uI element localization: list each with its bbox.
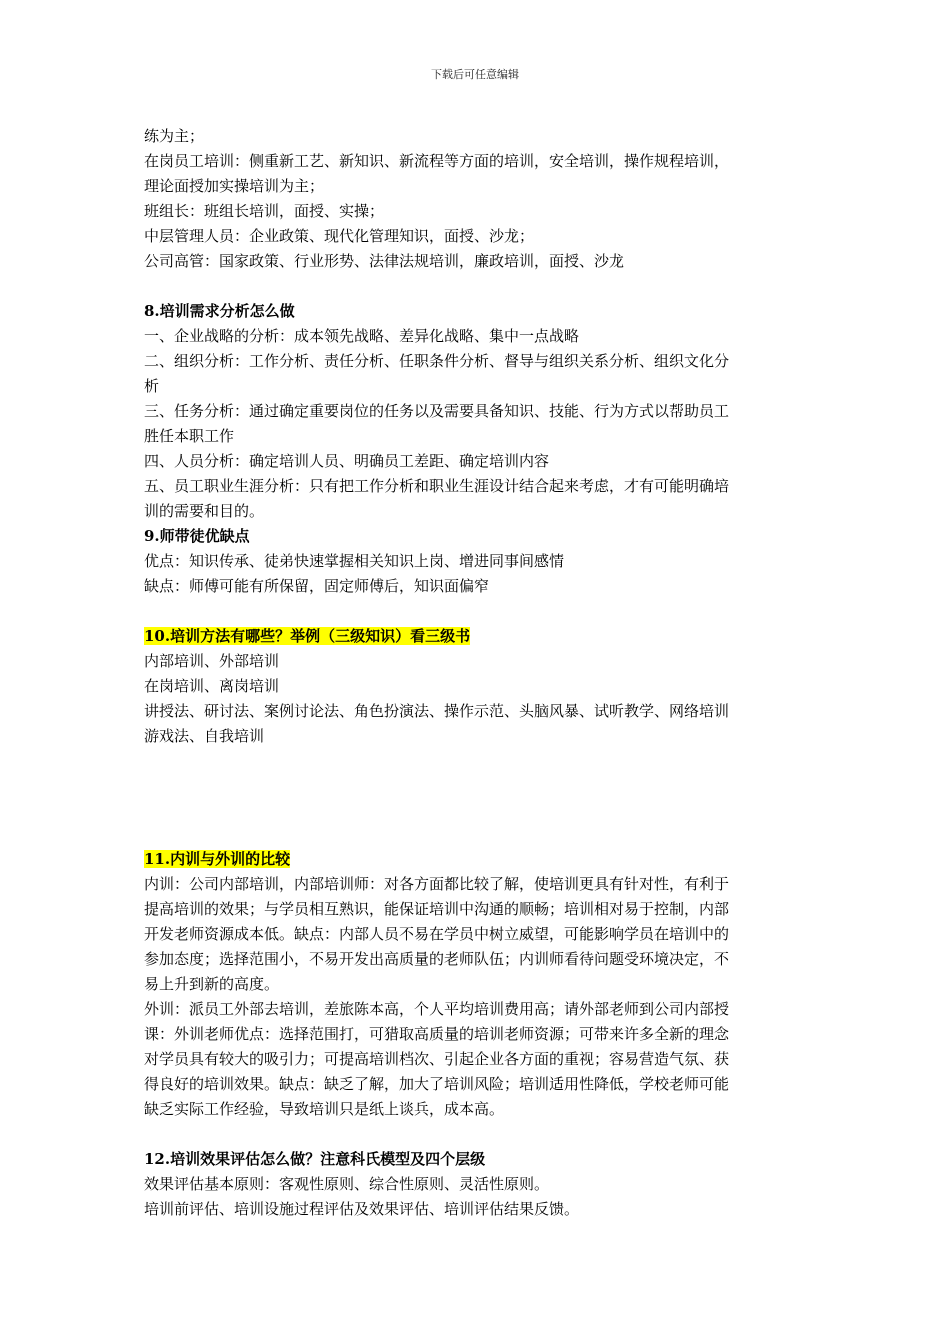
- highlighted-heading: 11.内训与外训的比较: [144, 850, 291, 868]
- document-body: [144, 124, 806, 1222]
- text-line: 讲授法、研讨法、案例讨论法、角色扮演法、操作示范、头脑风暴、试听教学、网络培训: [144, 702, 730, 720]
- text-line: 胜任本职工作: [144, 427, 235, 445]
- text-line: 易上升到新的高度。: [144, 975, 280, 993]
- text-line: 析: [144, 377, 160, 395]
- text-line: 四、人员分析：确定培训人员、明确员工差距、确定培训内容: [144, 452, 550, 470]
- text-line: 五、员工职业生涯分析：只有把工作分析和职业生涯设计结合起来考虑，才有可能明确培: [144, 477, 730, 495]
- text-line: 缺乏实际工作经验，导致培训只是纸上谈兵，成本高。: [144, 1100, 505, 1118]
- text-line: 一、企业战略的分析：成本领先战略、差异化战略、集中一点战略: [144, 327, 580, 345]
- text-line: 公司高管：国家政策、行业形势、法律法规培训，廉政培训，面授、沙龙: [144, 252, 625, 270]
- page-header: 下载后可任意编辑: [431, 68, 519, 81]
- section-heading: 9.师带徒优缺点: [144, 527, 250, 545]
- text-line: 理论面授加实操培训为主；: [144, 177, 325, 195]
- highlighted-heading: 10.培训方法有哪些？举例（三级知识）看三级书: [144, 627, 471, 645]
- text-line: 在岗培训、离岗培训: [144, 677, 280, 695]
- text-line: 班组长：班组长培训，面授、实操；: [144, 202, 385, 220]
- section-11: [144, 847, 806, 1122]
- text-line: 优点：知识传承、徒弟快速掌握相关知识上岗、增进同事间感情: [144, 552, 565, 570]
- text-line: 内部培训、外部培训: [144, 652, 280, 670]
- section-12: [144, 1147, 806, 1222]
- text-line: 内训：公司内部培训，内部培训师：对各方面都比较了解，使培训更具有针对性，有利于: [144, 875, 730, 893]
- text-line: 训的需要和目的。: [144, 502, 265, 520]
- section-8: [144, 299, 806, 524]
- section-9: [144, 524, 806, 599]
- section-heading: [144, 847, 806, 872]
- text-line: 在岗员工培训：侧重新工艺、新知识、新流程等方面的培训，安全培训，操作规程培训，: [144, 152, 730, 170]
- text-line: 练为主；: [144, 127, 205, 145]
- text-line: 对学员具有较大的吸引力；可提高培训档次、引起企业各方面的重视；容易营造气氛、获: [144, 1050, 730, 1068]
- text-line: 开发老师资源成本低。缺点：内部人员不易在学员中树立威望，可能影响学员在培训中的: [144, 925, 730, 943]
- text-line: 培训前评估、培训设施过程评估及效果评估、培训评估结果反馈。: [144, 1200, 580, 1218]
- text-line: 中层管理人员：企业政策、现代化管理知识，面授、沙龙；: [144, 227, 535, 245]
- text-line: 参加态度；选择范围小，不易开发出高质量的老师队伍；内训师看待问题受环境决定，不: [144, 950, 730, 968]
- section-heading: 8.培训需求分析怎么做: [144, 302, 295, 320]
- text-line: 二、组织分析：工作分析、责任分析、任职条件分析、督导与组织关系分析、组织文化分: [144, 352, 730, 370]
- text-line: 得良好的培训效果。缺点：缺乏了解，加大了培训风险；培训适用性降低，学校老师可能: [144, 1075, 730, 1093]
- section-heading: [144, 624, 806, 649]
- text-line: 课：外训老师优点：选择范围打，可猎取高质量的培训老师资源；可带来许多全新的理念: [144, 1025, 730, 1043]
- text-line: 三、任务分析：通过确定重要岗位的任务以及需要具备知识、技能、行为方式以帮助员工: [144, 402, 730, 420]
- text-line: 缺点：师傅可能有所保留，固定师傅后，知识面偏窄: [144, 577, 490, 595]
- text-line: 提高培训的效果；与学员相互熟识，能保证培训中沟通的顺畅；培训相对易于控制，内部: [144, 900, 730, 918]
- text-line: 效果评估基本原则：客观性原则、综合性原则、灵活性原则。: [144, 1175, 550, 1193]
- section-heading: 12.培训效果评估怎么做？注意科氏模型及四个层级: [144, 1150, 486, 1168]
- text-line: 游戏法、自我培训: [144, 727, 265, 745]
- text-line: 外训：派员工外部去培训，差旅陈本高，个人平均培训费用高；请外部老师到公司内部授: [144, 1000, 730, 1018]
- intro-section: [144, 124, 806, 274]
- section-10: [144, 624, 806, 749]
